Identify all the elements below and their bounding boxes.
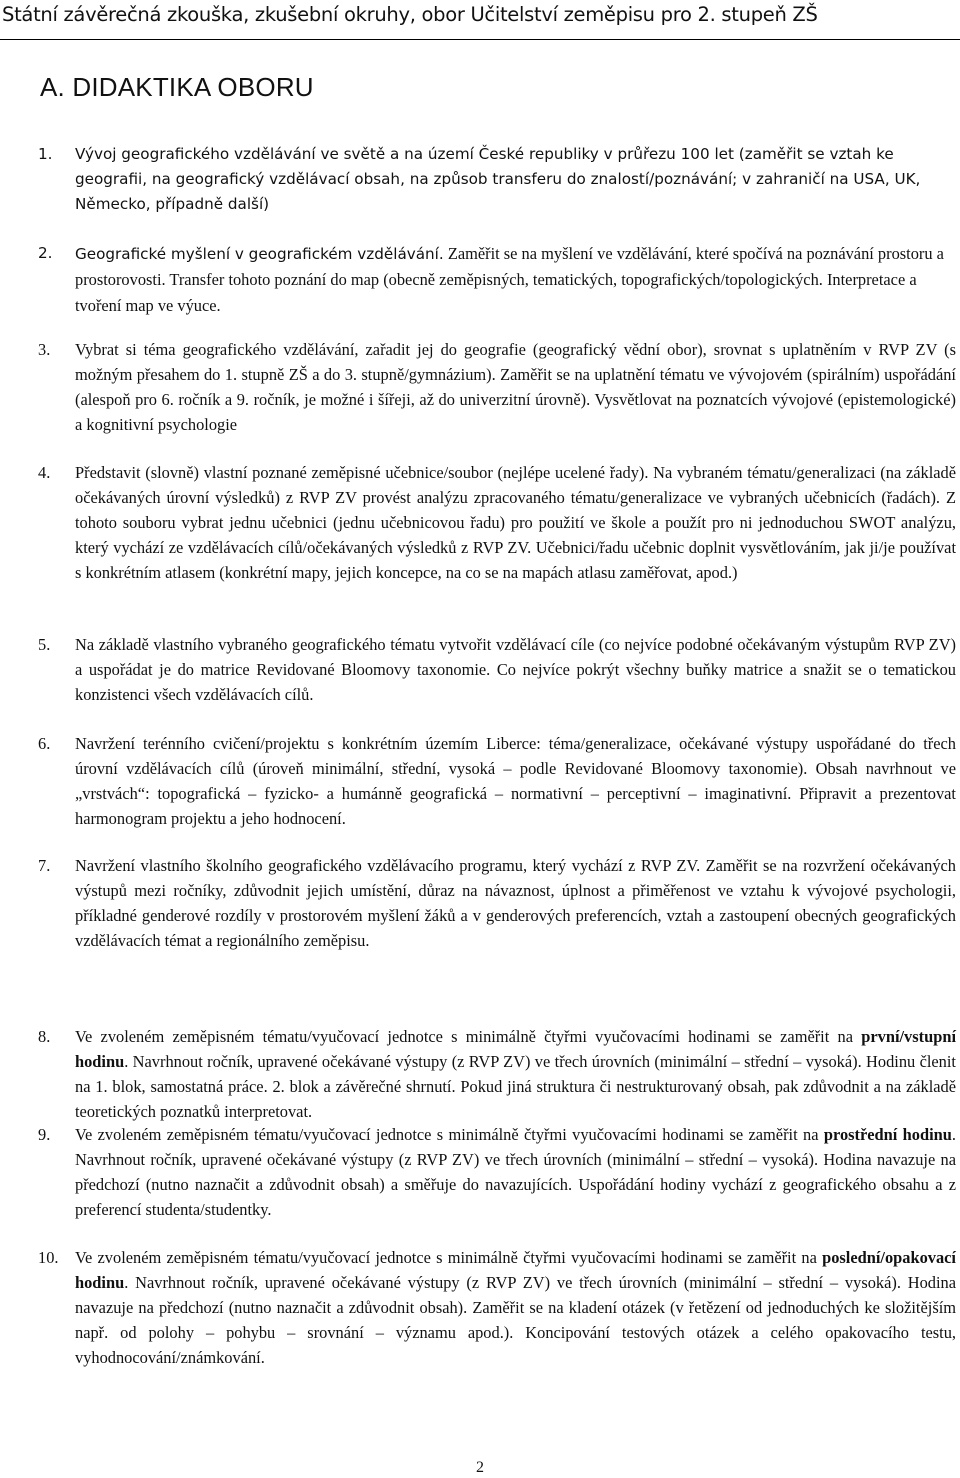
- item-text-lead: Ve zvoleném zeměpisném tématu/vyučovací jednotce s minimálně čtyřmi vyučovacími hodinami se zaměřit na: [75, 1027, 862, 1046]
- page-header: [0, 0, 960, 40]
- item-text-bold: první/vstupní hodinu: [75, 1027, 956, 1071]
- item-text-rest: . Navrhnout ročník, upravené očekávané výstupy (z RVP ZV) ve třech úrovních (minimální – střední – vysoká). Hodinu členit na 1. blok, samostatná práce. 2. blok a závěrečné shrnutí. Pokud jiná struktura či nestrukturovaný obsah, pak zdůvodnit a na základě teoretických poznatků interpretovat.: [75, 1052, 956, 1121]
- item-number: 5.: [38, 635, 51, 654]
- item-text: [75, 241, 956, 319]
- list-item: [38, 632, 956, 707]
- list-item: [38, 337, 956, 437]
- list-item: [38, 1024, 956, 1124]
- item-text: Vývoj geografického vzdělávání ve světě a na území České republiky v průřezu 100 let (zaměřit se vztah ke geografii, na geografický vzdělávací obsah, na způsob transferu do znalostí/poznávání; v zahraničí na USA, UK, Německo, případně další): [75, 145, 921, 213]
- section-title: A. DIDAKTIKA OBORU: [40, 72, 314, 102]
- item-text: Navržení vlastního školního geografického vzdělávacího programu, který vychází z RVP ZV. Zaměřit se na rozvržení očekávaných výstupů mezi ročníky, zdůvodnit jejich umístění, důraz na návaznost, úplnost a přiměřenost ve vztahu k vývojové psychologii, příkladné genderové rozdíly v prostorovém myšlení žáků a v genderových preferencích, vztah a zastoupení obecných geografických vzdělávacích témat a regionálního zeměpisu.: [75, 856, 956, 950]
- item-number: 3.: [38, 340, 51, 359]
- header-title: Státní závěrečná zkouška, zkušební okruhy, obor Učitelství zeměpisu pro 2. stupeň ZŠ: [2, 3, 818, 26]
- item-number: 2.: [38, 244, 53, 262]
- item-text: Na základě vlastního vybraného geografického tématu vytvořit vzdělávací cíle (co nejvíce podobné očekávaným výstupům RVP ZV) a uspořádat je do matrice Revidované Bloomovy taxonomie. Co nejvíce pokrýt všechny buňky matrice a snažit se o tematickou konzistenci všech vzdělávacích cílů.: [75, 635, 956, 704]
- item-text-rest: . Navrhnout ročník, upravené očekávané výstupy (z RVP ZV) ve třech úrovních (minimální – střední – vysoká). Hodina navazuje na předchozí (nutno naznačit a zdůvodnit obsah). Zaměřit se na kladení otázek (v řetězení od jednoduchých ke složitějším např. od polohy – pohybu – srovnání – významu apod.). Koncipování testových otázek a celého opakovacího testu, vyhodnocování/známkování.: [75, 1273, 956, 1367]
- item-number: 6.: [38, 734, 51, 753]
- item-text-bold: prostřední hodinu: [823, 1125, 952, 1144]
- item-text-bold: poslední/opakovací hodinu: [75, 1248, 956, 1292]
- item-number: 4.: [38, 463, 51, 482]
- item-text-rest: Zaměřit se na myšlení ve vzdělávání, které spočívá na poznávání prostoru a prostorovosti. Transfer tohoto poznání do map (obecně zeměpisných, tematických, topografických/topologických. Interpretace a tvoření map ve výuce.: [75, 244, 944, 315]
- list-item: [38, 853, 956, 953]
- item-text: Představit (slovně) vlastní poznané zeměpisné učebnice/soubor (nejlépe ucelené řady). Na vybraném tématu/generalizaci (na základě očekávaných úrovní výsledků) z RVP ZV provést analýzu zpracovaného tématu/generalizace ve vybraných učebnicích (řadách). Z tohoto souboru vybrat jednu učebnici (jednu učebnicovou řadu) pro použití ve škole a použít pro ni jednoduchou SWOT analýzu, který vychází ze vzdělávacích cílů/očekávaných výsledků z RVP ZV. Učebnici/řadu učebnic doplnit vysvětlováním, jak ji/je používat s konkrétním atlasem (konkrétní mapy, jejich koncepce, na co se na mapách atlasu zaměřovat, apod.): [75, 463, 956, 582]
- page-number: 2: [476, 1459, 484, 1476]
- item-text-rest: . Navrhnout ročník, upravené očekávané výstupy (z RVP ZV) ve třech úrovních (minimální – střední – vysoká). Hodina navazuje na předchozí (nutno naznačit a zdůvodnit obsah) a směřuje do navazujících. Uspořádání hodiny vychází z geografického obsahu a z preferencí studenta/studentky.: [75, 1125, 956, 1219]
- item-text: [75, 1122, 956, 1222]
- list-item: [38, 731, 956, 831]
- item-number: 10.: [38, 1248, 59, 1267]
- item-text-lead: Geografické myšlení v geografickém vzdělávání.: [75, 245, 444, 263]
- list-item: [38, 142, 956, 217]
- item-text: Navržení terénního cvičení/projektu s konkrétním územím Liberce: téma/generalizace, očekávané výstupy uspořádané do třech úrovní vzdělávacích cílů (úroveň minimální, střední, vysoká – podle Revidované Bloomovy taxonomie). Obsah navrhnout ve „vrstvách“: topografická – fyzicko- a humánně geografická – normativní – perceptivní – imaginativní. Připravit a prezentovat harmonogram projektu a jeho hodnocení.: [75, 734, 956, 828]
- list-item: [38, 1245, 956, 1370]
- item-number: 9.: [38, 1125, 51, 1144]
- item-text-lead: Ve zvoleném zeměpisném tématu/vyučovací jednotce s minimálně čtyřmi vyučovacími hodinami se zaměřit na: [75, 1125, 824, 1144]
- item-number: 1.: [38, 145, 53, 163]
- list-item: [38, 1122, 956, 1222]
- item-number: 8.: [38, 1027, 51, 1046]
- list-item: [38, 460, 956, 585]
- item-text-lead: Ve zvoleném zeměpisném tématu/vyučovací jednotce s minimálně čtyřmi vyučovacími hodinami se zaměřit na: [75, 1248, 823, 1267]
- item-text: [75, 1245, 956, 1370]
- list-item: [38, 241, 956, 319]
- item-text: [75, 1024, 956, 1124]
- item-number: 7.: [38, 856, 51, 875]
- item-text: Vybrat si téma geografického vzdělávání, zařadit jej do geografie (geografický vědní obor), srovnat s uplatněním v RVP ZV (s možným přesahem do 1. stupně ZŠ a do 3. stupně/gymnázium). Zaměřit se na uplatnění tématu ve vývojovém (spirálním) uspořádání (alespoň pro 6. ročník a 9. ročník, je možné i šířeji, až do univerzitní úrovně). Vysvětlovat na poznatcích vývojové (epistemologické) a kognitivní psychologie: [75, 340, 956, 434]
